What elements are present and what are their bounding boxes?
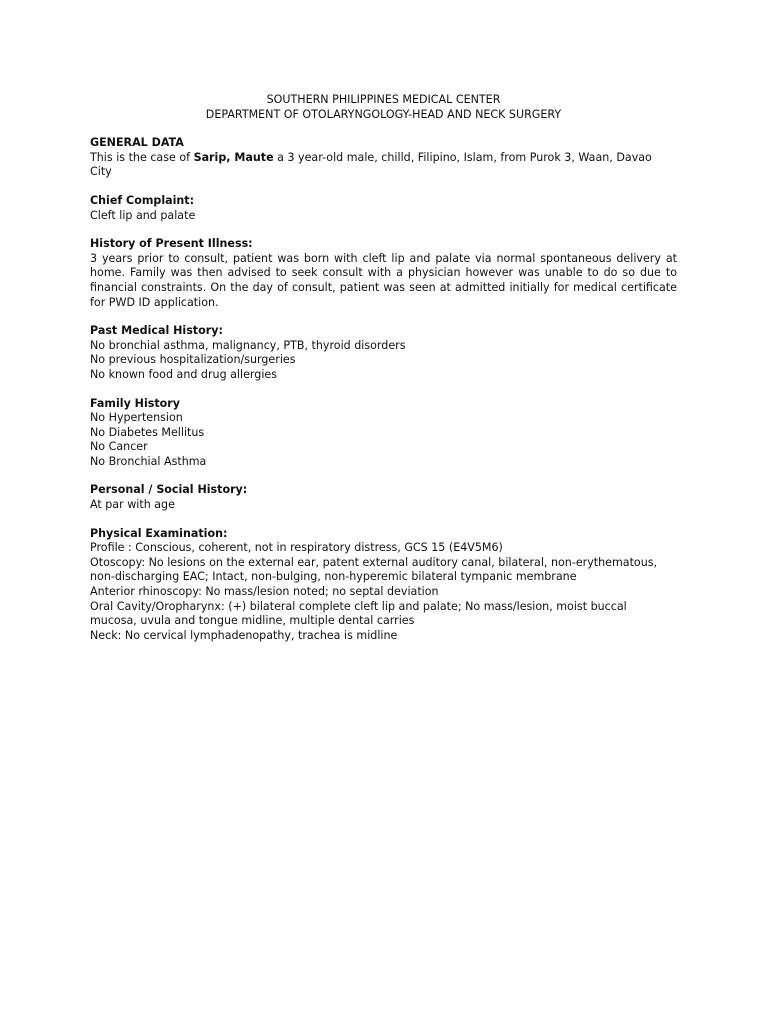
hpi-title: History of Present Illness: [90, 237, 253, 251]
physical-exam-item-otoscopy: Otoscopy: No lesions on the external ear, patent external auditory canal, bilateral, non-erythematous, non-discharging EAC; Intact, non-bulging, non-hyperemic bilateral tympanic membrane [90, 555, 658, 584]
personal-social-history-title: Personal / Social History: [90, 483, 248, 497]
family-history-section [90, 397, 677, 470]
past-medical-history-title: Past Medical History: [90, 324, 223, 338]
general-data-title: GENERAL DATA [90, 136, 184, 150]
family-history-item: No Cancer [90, 440, 148, 454]
chief-complaint-section [90, 194, 677, 223]
chief-complaint-text: Cleft lip and palate [90, 208, 196, 222]
general-data-prefix: This is the case of [90, 150, 194, 164]
past-medical-history-section [90, 324, 677, 382]
physical-exam-item-neck: Neck: No cervical lymphadenopathy, trachea is midline [90, 628, 398, 642]
general-data-section [90, 136, 677, 180]
physical-exam-section [90, 527, 677, 644]
family-history-item: No Bronchial Asthma [90, 454, 207, 468]
past-medical-history-item: No known food and drug allergies [90, 367, 278, 381]
general-data-text [90, 151, 677, 180]
past-medical-history-item: No previous hospitalization/surgeries [90, 353, 296, 367]
physical-exam-title: Physical Examination: [90, 526, 228, 540]
physical-exam-item-profile: Profile : Conscious, coherent, not in respiratory distress, GCS 15 (E4V5M6) [90, 541, 503, 555]
general-data-details: a 3 year-old male, chilld, Filipino, Islam, from Purok 3, Waan, Davao City [90, 150, 652, 179]
document-page [90, 93, 677, 643]
family-history-title: Family History [90, 396, 180, 410]
hpi-section [90, 237, 677, 310]
patient-name: Sarip, Maute [193, 150, 274, 164]
document-header [90, 93, 677, 122]
hpi-text: 3 years prior to consult, patient was born with cleft lip and palate via normal spontaneous delivery at home. Family was then advised to seek consult with a physician however was unable to do so due to financial constraints. On the day of consult, patient was seen at admitted initially for medical certificate for PWD ID application. [90, 251, 677, 309]
past-medical-history-item: No bronchial asthma, malignancy, PTB, thyroid disorders [90, 338, 406, 352]
personal-social-history-section [90, 483, 677, 512]
department-name: DEPARTMENT OF OTOLARYNGOLOGY-HEAD AND NECK SURGERY [205, 107, 562, 121]
chief-complaint-title: Chief Complaint: [90, 193, 195, 207]
family-history-item: No Hypertension [90, 411, 183, 425]
family-history-item: No Diabetes Mellitus [90, 425, 205, 439]
personal-social-history-text: At par with age [90, 498, 175, 512]
hospital-name: SOUTHERN PHILIPPINES MEDICAL CENTER [266, 93, 501, 106]
physical-exam-item-rhinoscopy: Anterior rhinoscopy: No mass/lesion noted; no septal deviation [90, 585, 439, 599]
physical-exam-item-oral-cavity: Oral Cavity/Oropharynx: (+) bilateral complete cleft lip and palate; No mass/lesion, moist buccal mucosa, uvula and tongue midline, multiple dental carries [90, 599, 627, 628]
